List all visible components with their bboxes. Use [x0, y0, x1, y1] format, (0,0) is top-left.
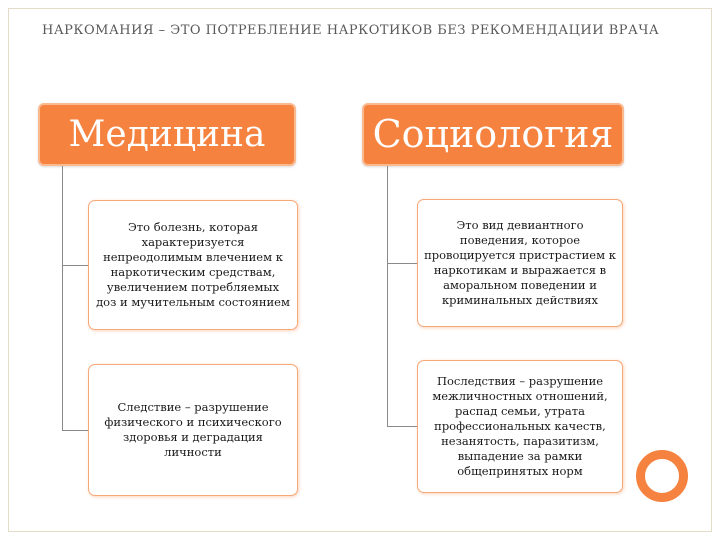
medicine-definition-text: Это болезнь, которая характеризуется непреодолимым влечением к наркотическим средствам, увеличением потребляемых доз и мучительным состоянием	[96, 220, 290, 309]
header-sociology: Социология	[362, 103, 624, 166]
sociology-definition-text: Это вид девиантного поведения, которое провоцируется пристрастием к наркотикам и выражается в аморальном поведении и криминальных действиях	[424, 218, 616, 307]
medicine-consequence-text: Следствие – разрушение физического и психического здоровья и деградация личности	[104, 400, 282, 459]
connector-left-vertical	[62, 166, 63, 430]
sociology-consequence-card	[417, 360, 623, 493]
sociology-definition-card	[417, 199, 623, 327]
connector-right-2	[387, 426, 417, 427]
sociology-consequence-text: Последствия – разрушение межличностных отношений, распад семьи, утрата профессиональных качеств, незанятость, паразитизм, выпадение за рамки общепринятых норм	[432, 374, 608, 478]
medicine-definition-card	[88, 200, 298, 330]
header-medicine: Медицина	[38, 103, 296, 166]
connector-left-2	[62, 430, 88, 431]
connector-right-1	[387, 263, 417, 264]
decorative-circle-icon	[636, 450, 688, 502]
slide-title: НАРКОМАНИЯ – ЭТО ПОТРЕБЛЕНИЕ НАРКОТИКОВ БЕЗ РЕКОМЕНДАЦИИ ВРАЧА	[42, 23, 660, 38]
connector-right-vertical	[387, 166, 388, 427]
medicine-consequence-card	[88, 364, 298, 496]
connector-left-1	[62, 265, 88, 266]
